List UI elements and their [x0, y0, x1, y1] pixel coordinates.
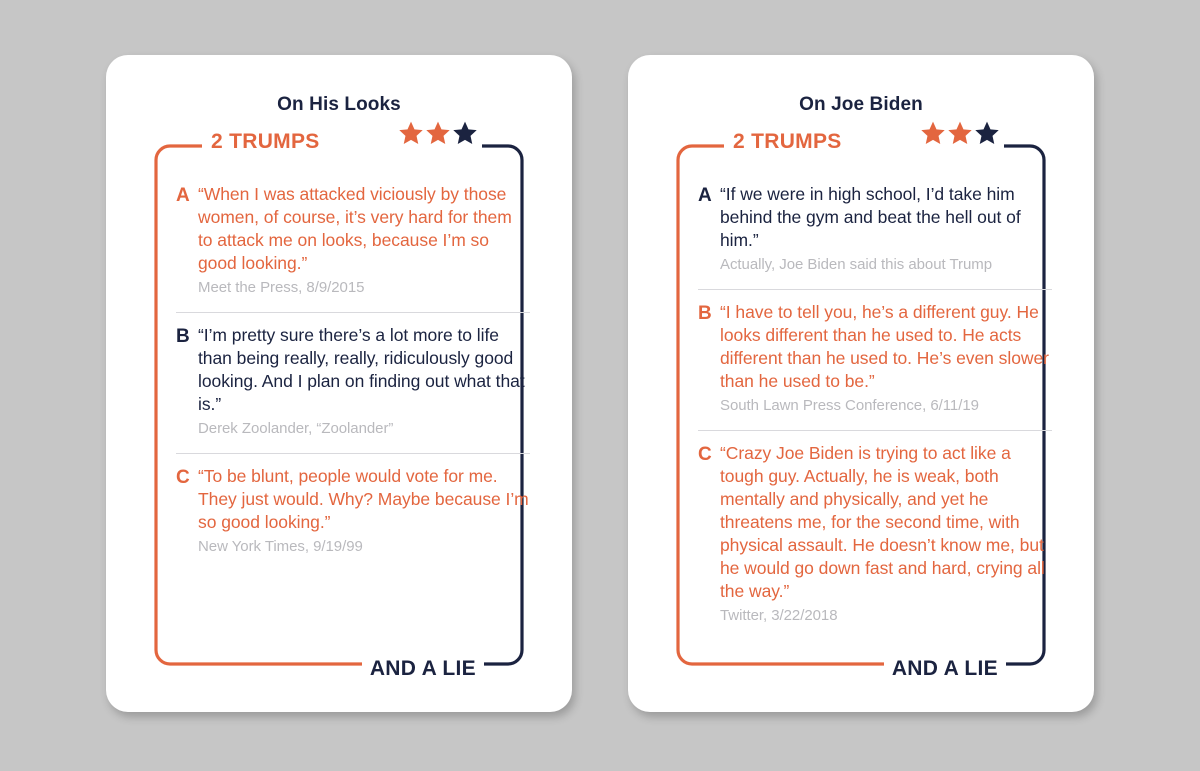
quote-text: “If we were in high school, I’d take him behind the gym and beat the hell out of him.”	[720, 184, 1021, 250]
quote-text: “When I was attacked viciously by those women, of course, it’s very hard for them to attack me on looks, because I’m so good looking.”	[198, 184, 512, 273]
quote-card[interactable]	[106, 55, 572, 712]
quote-attribution: New York Times, 9/19/99	[198, 538, 363, 555]
lie-label: AND A LIE	[884, 655, 1006, 682]
star-filled-orange	[398, 120, 424, 150]
quote-divider	[698, 430, 1052, 431]
quote-item[interactable]	[176, 465, 530, 558]
lie-label: AND A LIE	[362, 655, 484, 682]
quote-card[interactable]	[628, 55, 1094, 712]
quote-attribution: Meet the Press, 8/9/2015	[198, 279, 365, 296]
quote-text: “To be blunt, people would vote for me. They just would. Why? Maybe because I’m so good looking.”	[198, 466, 529, 532]
quote-item[interactable]	[176, 324, 530, 440]
quote-letter: C	[176, 467, 190, 488]
quote-attribution: South Lawn Press Conference, 6/11/19	[720, 397, 979, 414]
quote-letter: A	[176, 185, 190, 206]
quote-letter: C	[698, 444, 712, 465]
star-rating	[916, 120, 1004, 150]
rank-label: 2 TRUMPS	[202, 129, 329, 154]
quote-divider	[698, 289, 1052, 290]
quote-divider	[176, 453, 530, 454]
quote-attribution: Derek Zoolander, “Zoolander”	[198, 420, 394, 437]
star-filled-navy	[452, 120, 478, 150]
star-rating	[394, 120, 482, 150]
quote-text: “I have to tell you, he’s a different guy. He looks different than he used to. He acts different than he used to. He’s even slower than he used to be.”	[720, 302, 1049, 391]
quote-attribution: Twitter, 3/22/2018	[720, 607, 838, 624]
star-filled-orange	[947, 120, 973, 150]
quote-item[interactable]	[176, 183, 530, 299]
quote-list	[698, 183, 1052, 627]
quote-letter: A	[698, 185, 712, 206]
quote-item[interactable]	[698, 301, 1052, 417]
page-title: On Joe Biden	[799, 94, 923, 115]
quote-list	[176, 183, 530, 558]
quote-letter: B	[176, 326, 190, 347]
quote-text: “I’m pretty sure there’s a lot more to life than being really, really, ridiculously good looking. And I plan on finding out what that is.”	[198, 325, 525, 414]
quote-item[interactable]	[698, 183, 1052, 276]
star-filled-orange	[425, 120, 451, 150]
quote-divider	[176, 312, 530, 313]
quote-text: “Crazy Joe Biden is trying to act like a tough guy. Actually, he is weak, both mentally and physically, and yet he threatens me, for the second time, with physical assault. He doesn’t know me, but he would go down fast and hard, crying all the way.”	[720, 443, 1045, 601]
rank-label: 2 TRUMPS	[724, 129, 851, 154]
quote-letter: B	[698, 303, 712, 324]
page-title: On His Looks	[277, 94, 401, 115]
star-filled-navy	[974, 120, 1000, 150]
quote-item[interactable]	[698, 442, 1052, 627]
quote-attribution: Actually, Joe Biden said this about Trump	[720, 256, 992, 273]
star-filled-orange	[920, 120, 946, 150]
